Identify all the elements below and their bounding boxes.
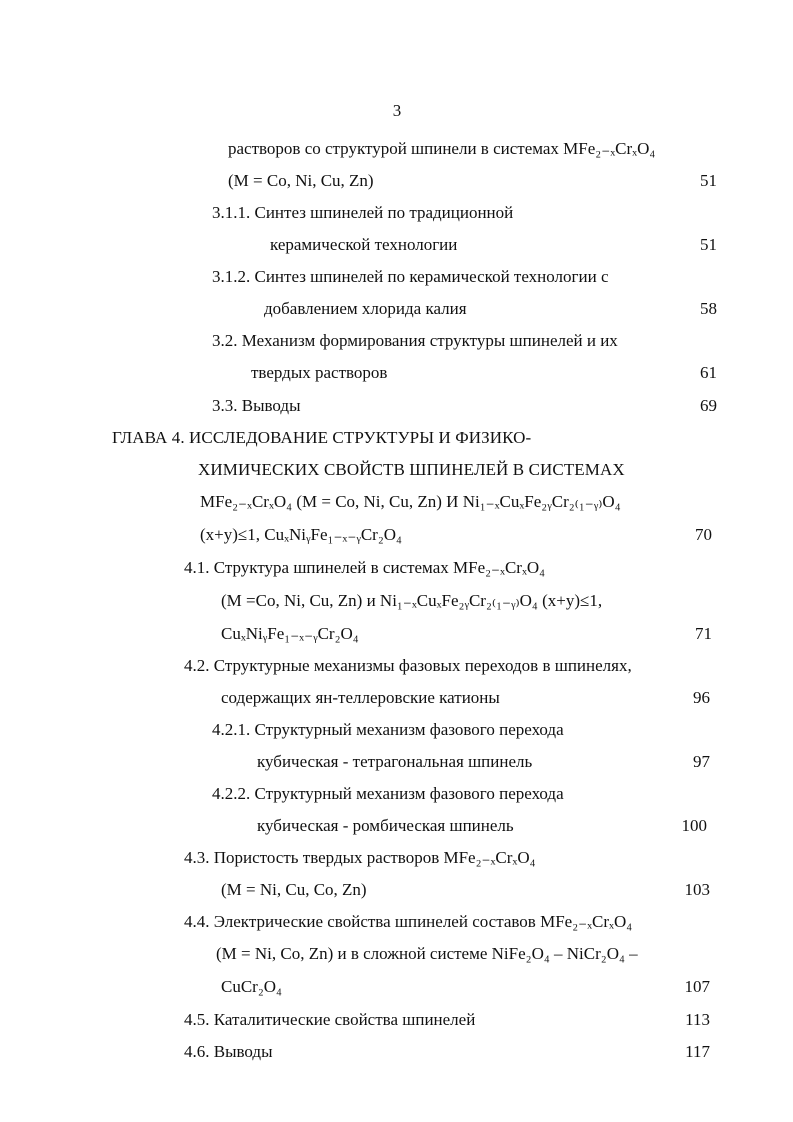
toc-line: твердых растворов <box>251 363 388 382</box>
toc-page-number: 70 <box>695 525 712 544</box>
toc-line: кубическая - тетрагональная шпинель <box>257 752 533 771</box>
toc-line: CuCr₂O₄ <box>221 977 282 996</box>
toc-line: добавлением хлорида калия <box>264 299 467 318</box>
toc-line: керамической технологии <box>270 235 458 254</box>
toc-page-number: 96 <box>693 688 710 707</box>
toc-page-number: 117 <box>685 1042 710 1061</box>
toc-line: 4.5. Каталитические свойства шпинелей <box>184 1010 476 1029</box>
toc-page-number: 71 <box>695 624 712 643</box>
toc-page-number: 113 <box>685 1010 710 1029</box>
toc-line: 3.3. Выводы <box>212 396 301 415</box>
page-number: 3 <box>392 101 402 120</box>
toc-line: CuₓNiᵧFe₁₋ₓ₋ᵧCr₂O₄ <box>221 624 359 643</box>
toc-page-number: 61 <box>700 363 717 382</box>
toc-page-number: 58 <box>700 299 717 318</box>
chapter-heading: ГЛАВА 4. ИССЛЕДОВАНИЕ СТРУКТУРЫ И ФИЗИКО- <box>112 428 532 447</box>
toc-line: 4.2.2. Структурный механизм фазового перехода <box>212 784 564 803</box>
toc-page-number: 69 <box>700 396 717 415</box>
toc-line: (M = Ni, Cu, Co, Zn) <box>221 880 367 899</box>
toc-line: (M = Ni, Co, Zn) и в сложной системе NiFe₂O₄ – NiCr₂O₄ – <box>216 944 638 963</box>
toc-line: 3.2. Механизм формирования структуры шпинелей и их <box>212 331 618 350</box>
toc-line: 4.2. Структурные механизмы фазовых переходов в шпинелях, <box>184 656 632 675</box>
toc-line: (M =Co, Ni, Cu, Zn) и Ni₁₋ₓCuₓFe₂ᵧCr₂₍₁₋ᵧ₎O₄ (x+y)≤1, <box>221 591 603 610</box>
toc-line: (x+y)≤1, CuₓNiᵧFe₁₋ₓ₋ᵧCr₂O₄ <box>200 525 402 544</box>
toc-page-number: 100 <box>681 816 707 835</box>
toc-page-number: 107 <box>684 977 710 996</box>
toc-line: (M = Co, Ni, Cu, Zn) <box>228 171 374 190</box>
toc-line: 4.4. Электрические свойства шпинелей составов MFe₂₋ₓCrₓO₄ <box>184 912 633 931</box>
toc-page-number: 51 <box>700 235 717 254</box>
toc-line: кубическая - ромбическая шпинель <box>257 816 514 835</box>
toc-line: 4.6. Выводы <box>184 1042 273 1061</box>
toc-line: содержащих ян-теллеровские катионы <box>221 688 500 707</box>
toc-page-number: 103 <box>684 880 710 899</box>
toc-line: MFe₂₋ₓCrₓO₄ (M = Co, Ni, Cu, Zn) И Ni₁₋ₓCuₓFe₂ᵧCr₂₍₁₋ᵧ₎O₄ <box>200 492 621 511</box>
toc-line: растворов со структурой шпинели в системах MFe₂₋ₓCrₓO₄ <box>228 139 656 158</box>
toc-page-number: 97 <box>693 752 710 771</box>
toc-line: 4.1. Структура шпинелей в системах MFe₂₋ₓCrₓO₄ <box>184 558 546 577</box>
chapter-heading: ХИМИЧЕСКИХ СВОЙСТВ ШПИНЕЛЕЙ В СИСТЕМАХ <box>198 460 625 479</box>
toc-page-number: 51 <box>700 171 717 190</box>
toc-line: 4.3. Пористость твердых растворов MFe₂₋ₓCrₓO₄ <box>184 848 536 867</box>
toc-line: 3.1.1. Синтез шпинелей по традиционной <box>212 203 514 222</box>
toc-line: 3.1.2. Синтез шпинелей по керамической технологии с <box>212 267 609 286</box>
toc-line: 4.2.1. Структурный механизм фазового перехода <box>212 720 564 739</box>
